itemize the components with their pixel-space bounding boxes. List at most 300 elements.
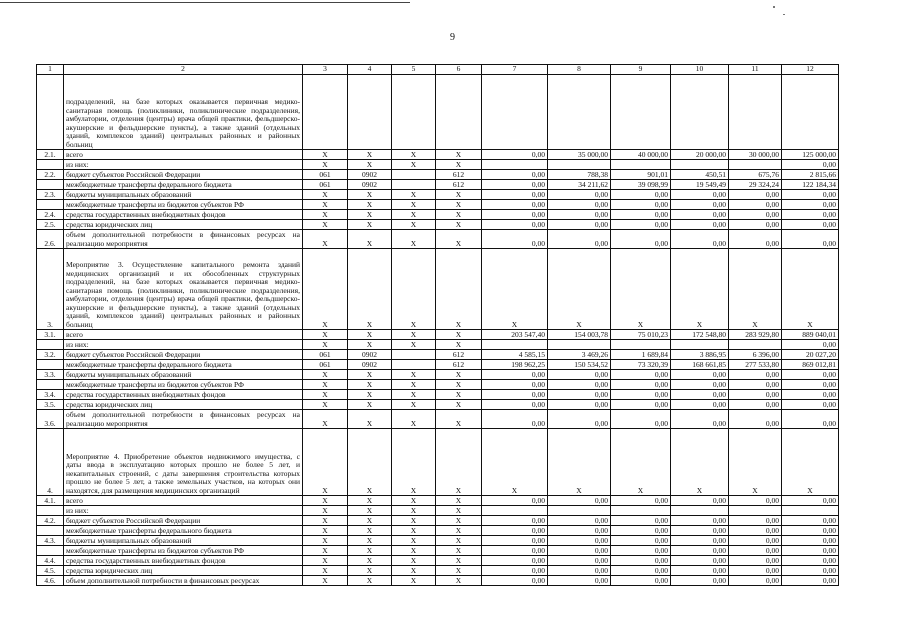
row-description: межбюджетные трансферты федерального бюджета bbox=[64, 180, 303, 190]
column-header: 6 bbox=[436, 65, 482, 75]
cell-col-4: X bbox=[348, 390, 392, 400]
cell-col-10: 0,00 bbox=[671, 190, 729, 200]
cell-col-6: X bbox=[436, 230, 482, 249]
cell-col-8: 0,00 bbox=[548, 536, 611, 546]
cell-col-3: X bbox=[303, 506, 348, 516]
cell-col-5 bbox=[392, 75, 436, 150]
row-number: 3.6. bbox=[37, 410, 64, 429]
table-row bbox=[37, 410, 839, 429]
row-description: межбюджетные трансферты федерального бюджета bbox=[64, 526, 303, 536]
cell-col-8: 0,00 bbox=[548, 210, 611, 220]
row-number bbox=[37, 160, 64, 170]
cell-col-3: X bbox=[303, 556, 348, 566]
cell-col-6: X bbox=[436, 566, 482, 576]
cell-col-5 bbox=[392, 350, 436, 360]
cell-col-4: X bbox=[348, 576, 392, 586]
table-row bbox=[37, 546, 839, 556]
table-row bbox=[37, 506, 839, 516]
cell-col-6: X bbox=[436, 410, 482, 429]
cell-col-10: 0,00 bbox=[671, 566, 729, 576]
cell-col-11: 0,00 bbox=[729, 200, 782, 210]
cell-col-7: 0,00 bbox=[482, 230, 548, 249]
cell-col-3: X bbox=[303, 429, 348, 496]
row-description: средства юридических лиц bbox=[64, 400, 303, 410]
cell-col-3: X bbox=[303, 576, 348, 586]
cell-col-7: 0,00 bbox=[482, 526, 548, 536]
table-row bbox=[37, 400, 839, 410]
cell-col-4 bbox=[348, 75, 392, 150]
cell-col-4: X bbox=[348, 400, 392, 410]
row-number bbox=[37, 360, 64, 370]
cell-col-6: X bbox=[436, 190, 482, 200]
cell-col-12: 0,00 bbox=[782, 400, 839, 410]
cell-col-11 bbox=[729, 506, 782, 516]
table-row bbox=[37, 370, 839, 380]
cell-col-3: X bbox=[303, 496, 348, 506]
cell-col-5: X bbox=[392, 429, 436, 496]
cell-col-12 bbox=[782, 506, 839, 516]
cell-col-3: X bbox=[303, 400, 348, 410]
cell-col-9: 0,00 bbox=[611, 220, 671, 230]
cell-col-10: 0,00 bbox=[671, 546, 729, 556]
cell-col-9 bbox=[611, 160, 671, 170]
scan-speck bbox=[773, 6, 775, 8]
table-row bbox=[37, 200, 839, 210]
cell-col-9: 0,00 bbox=[611, 380, 671, 390]
table-row bbox=[37, 230, 839, 249]
column-header: 4 bbox=[348, 65, 392, 75]
cell-col-4: X bbox=[348, 340, 392, 350]
cell-col-7: 4 585,15 bbox=[482, 350, 548, 360]
cell-col-9: 0,00 bbox=[611, 390, 671, 400]
cell-col-4: X bbox=[348, 210, 392, 220]
cell-col-3: X bbox=[303, 536, 348, 546]
table-row bbox=[37, 160, 839, 170]
cell-col-10: 19 549,49 bbox=[671, 180, 729, 190]
cell-col-7: X bbox=[482, 249, 548, 330]
row-description: объем дополнительной потребности в финансовых ресурсах на реализацию мероприятия bbox=[64, 410, 303, 429]
row-number: 4. bbox=[37, 429, 64, 496]
cell-col-10: 0,00 bbox=[671, 516, 729, 526]
column-header: 1 bbox=[37, 65, 64, 75]
cell-col-10: 3 886,95 bbox=[671, 350, 729, 360]
cell-col-3: X bbox=[303, 380, 348, 390]
cell-col-7: 0,00 bbox=[482, 380, 548, 390]
cell-col-11: 0,00 bbox=[729, 556, 782, 566]
cell-col-8: 0,00 bbox=[548, 230, 611, 249]
cell-col-9: 0,00 bbox=[611, 200, 671, 210]
row-description: средства государственных внебюджетных фондов bbox=[64, 210, 303, 220]
cell-col-12: 0,00 bbox=[782, 576, 839, 586]
cell-col-4: X bbox=[348, 370, 392, 380]
row-description: всего bbox=[64, 150, 303, 160]
cell-col-11: 0,00 bbox=[729, 536, 782, 546]
table-row bbox=[37, 360, 839, 370]
cell-col-12: 0,00 bbox=[782, 200, 839, 210]
cell-col-5: X bbox=[392, 330, 436, 340]
cell-col-3: 061 bbox=[303, 170, 348, 180]
table-row bbox=[37, 190, 839, 200]
cell-col-8: 0,00 bbox=[548, 576, 611, 586]
row-description: межбюджетные трансферты из бюджетов субъектов РФ bbox=[64, 546, 303, 556]
cell-col-7: 0,00 bbox=[482, 370, 548, 380]
cell-col-10: X bbox=[671, 249, 729, 330]
cell-col-3: X bbox=[303, 370, 348, 380]
cell-col-5 bbox=[392, 360, 436, 370]
cell-col-4: X bbox=[348, 566, 392, 576]
cell-col-11: 0,00 bbox=[729, 400, 782, 410]
cell-col-5: X bbox=[392, 370, 436, 380]
cell-col-7 bbox=[482, 506, 548, 516]
column-header: 10 bbox=[671, 65, 729, 75]
cell-col-3: X bbox=[303, 390, 348, 400]
row-number bbox=[37, 340, 64, 350]
cell-col-9: X bbox=[611, 249, 671, 330]
table-row bbox=[37, 150, 839, 160]
row-number: 3.1. bbox=[37, 330, 64, 340]
cell-col-9: 901,01 bbox=[611, 170, 671, 180]
row-number: 3.5. bbox=[37, 400, 64, 410]
row-description: объем дополнительной потребности в финансовых ресурсах на реализацию мероприятия bbox=[64, 230, 303, 249]
table-row bbox=[37, 170, 839, 180]
cell-col-10: 0,00 bbox=[671, 400, 729, 410]
cell-col-8: 0,00 bbox=[548, 380, 611, 390]
cell-col-7: 0,00 bbox=[482, 496, 548, 506]
cell-col-3: X bbox=[303, 249, 348, 330]
cell-col-7: 0,00 bbox=[482, 150, 548, 160]
cell-col-3: X bbox=[303, 566, 348, 576]
cell-col-10: 0,00 bbox=[671, 390, 729, 400]
cell-col-12: 0,00 bbox=[782, 526, 839, 536]
cell-col-3: X bbox=[303, 516, 348, 526]
cell-col-9: 0,00 bbox=[611, 210, 671, 220]
row-number: 4.1. bbox=[37, 496, 64, 506]
row-number bbox=[37, 526, 64, 536]
row-description: Мероприятие 4. Приобретение объектов недвижимого имущества, с даты ввода в эксплуатацию которых прошло не более 5 лет, и некапитальных строений, с даты завершения строительства которых прошло не более 5 лет, а также земельных участков, на которых они находятся, для размещения медицинских организаций bbox=[64, 429, 303, 496]
cell-col-7: 0,00 bbox=[482, 170, 548, 180]
cell-col-3: X bbox=[303, 210, 348, 220]
cell-col-4: X bbox=[348, 556, 392, 566]
table-row bbox=[37, 249, 839, 330]
row-description: средства юридических лиц bbox=[64, 220, 303, 230]
cell-col-5: X bbox=[392, 230, 436, 249]
cell-col-3: X bbox=[303, 526, 348, 536]
row-number bbox=[37, 200, 64, 210]
row-number bbox=[37, 75, 64, 150]
row-description: объем дополнительной потребности в финансовых ресурсах bbox=[64, 576, 303, 586]
cell-col-8 bbox=[548, 340, 611, 350]
cell-col-3: X bbox=[303, 190, 348, 200]
row-number: 3.2. bbox=[37, 350, 64, 360]
column-header: 11 bbox=[729, 65, 782, 75]
cell-col-5: X bbox=[392, 400, 436, 410]
cell-col-10: 0,00 bbox=[671, 200, 729, 210]
cell-col-11: 0,00 bbox=[729, 380, 782, 390]
cell-col-4: 0902 bbox=[348, 360, 392, 370]
row-number bbox=[37, 180, 64, 190]
cell-col-11: 0,00 bbox=[729, 390, 782, 400]
row-description: из них: bbox=[64, 506, 303, 516]
cell-col-4: X bbox=[348, 506, 392, 516]
cell-col-4: X bbox=[348, 496, 392, 506]
row-description: бюджеты муниципальных образований bbox=[64, 536, 303, 546]
cell-col-6: X bbox=[436, 516, 482, 526]
cell-col-3: 061 bbox=[303, 350, 348, 360]
cell-col-11: 0,00 bbox=[729, 220, 782, 230]
cell-col-4: X bbox=[348, 516, 392, 526]
cell-col-7: 0,00 bbox=[482, 220, 548, 230]
cell-col-11 bbox=[729, 160, 782, 170]
cell-col-9: X bbox=[611, 429, 671, 496]
cell-col-11: 0,00 bbox=[729, 210, 782, 220]
cell-col-10: 450,51 bbox=[671, 170, 729, 180]
cell-col-4: X bbox=[348, 230, 392, 249]
cell-col-7: 0,00 bbox=[482, 410, 548, 429]
cell-col-8: 0,00 bbox=[548, 390, 611, 400]
cell-col-9: 0,00 bbox=[611, 230, 671, 249]
row-description: бюджет субъектов Российской Федерации bbox=[64, 350, 303, 360]
cell-col-12: 0,00 bbox=[782, 390, 839, 400]
cell-col-12: 0,00 bbox=[782, 380, 839, 390]
cell-col-6: X bbox=[436, 370, 482, 380]
cell-col-6: X bbox=[436, 210, 482, 220]
cell-col-3 bbox=[303, 75, 348, 150]
row-number: 2.4. bbox=[37, 210, 64, 220]
row-description: из них: bbox=[64, 340, 303, 350]
cell-col-7: 0,00 bbox=[482, 390, 548, 400]
cell-col-10: 0,00 bbox=[671, 210, 729, 220]
cell-col-10: 0,00 bbox=[671, 576, 729, 586]
cell-col-3: X bbox=[303, 230, 348, 249]
cell-col-8: 0,00 bbox=[548, 556, 611, 566]
cell-col-7: 203 547,40 bbox=[482, 330, 548, 340]
cell-col-10 bbox=[671, 160, 729, 170]
cell-col-4: X bbox=[348, 546, 392, 556]
cell-col-5: X bbox=[392, 506, 436, 516]
cell-col-6: X bbox=[436, 150, 482, 160]
table-body bbox=[37, 65, 839, 586]
cell-col-6: X bbox=[436, 390, 482, 400]
cell-col-7: 0,00 bbox=[482, 210, 548, 220]
cell-col-11: 0,00 bbox=[729, 190, 782, 200]
cell-col-12: 0,00 bbox=[782, 496, 839, 506]
cell-col-7: 198 962,25 bbox=[482, 360, 548, 370]
row-number: 4.4. bbox=[37, 556, 64, 566]
cell-col-9: 0,00 bbox=[611, 410, 671, 429]
cell-col-5: X bbox=[392, 160, 436, 170]
row-number bbox=[37, 506, 64, 516]
cell-col-10: 172 548,80 bbox=[671, 330, 729, 340]
cell-col-8 bbox=[548, 160, 611, 170]
cell-col-6 bbox=[436, 75, 482, 150]
cell-col-9: 0,00 bbox=[611, 516, 671, 526]
row-description: подразделений, на базе которых оказывается первичная медико-санитарная помощь (поликлиники, поликлинические подразделения, амбулатории, отделения (центры) врача общей практики, фельдшерско-акушерские и фельдшерские пункты), а также зданий (отдельных зданий, комплексов зданий) центральных районных и районных больниц bbox=[64, 75, 303, 150]
row-description: межбюджетные трансферты федерального бюджета bbox=[64, 360, 303, 370]
cell-col-11: 0,00 bbox=[729, 370, 782, 380]
scan-speck bbox=[783, 14, 785, 15]
cell-col-12: 0,00 bbox=[782, 556, 839, 566]
cell-col-11: 0,00 bbox=[729, 566, 782, 576]
cell-col-9: 1 689,84 bbox=[611, 350, 671, 360]
column-header: 5 bbox=[392, 65, 436, 75]
cell-col-9: 40 000,00 bbox=[611, 150, 671, 160]
cell-col-6: X bbox=[436, 506, 482, 516]
cell-col-12: 125 000,00 bbox=[782, 150, 839, 160]
cell-col-12: 0,00 bbox=[782, 370, 839, 380]
cell-col-6: X bbox=[436, 536, 482, 546]
cell-col-12: 0,00 bbox=[782, 210, 839, 220]
cell-col-8: 0,00 bbox=[548, 496, 611, 506]
cell-col-6: X bbox=[436, 546, 482, 556]
cell-col-9: 0,00 bbox=[611, 566, 671, 576]
cell-col-7: X bbox=[482, 429, 548, 496]
row-description: бюджеты муниципальных образований bbox=[64, 370, 303, 380]
cell-col-11: 0,00 bbox=[729, 496, 782, 506]
cell-col-9: 75 010,23 bbox=[611, 330, 671, 340]
cell-col-11: 30 000,00 bbox=[729, 150, 782, 160]
cell-col-10: 0,00 bbox=[671, 230, 729, 249]
cell-col-3: X bbox=[303, 330, 348, 340]
table-row bbox=[37, 210, 839, 220]
cell-col-10: 0,00 bbox=[671, 556, 729, 566]
cell-col-12: 889 040,01 bbox=[782, 330, 839, 340]
cell-col-9 bbox=[611, 75, 671, 150]
cell-col-4: X bbox=[348, 249, 392, 330]
column-header: 3 bbox=[303, 65, 348, 75]
row-number: 4.5. bbox=[37, 566, 64, 576]
row-number: 2.6. bbox=[37, 230, 64, 249]
cell-col-4: X bbox=[348, 410, 392, 429]
cell-col-9: 0,00 bbox=[611, 546, 671, 556]
cell-col-9: 0,00 bbox=[611, 370, 671, 380]
cell-col-6: X bbox=[436, 496, 482, 506]
cell-col-8 bbox=[548, 75, 611, 150]
cell-col-12: 0,00 bbox=[782, 220, 839, 230]
cell-col-12: 20 027,20 bbox=[782, 350, 839, 360]
cell-col-11: X bbox=[729, 429, 782, 496]
row-description: всего bbox=[64, 330, 303, 340]
cell-col-11: 283 929,80 bbox=[729, 330, 782, 340]
cell-col-9: 0,00 bbox=[611, 190, 671, 200]
row-number: 4.3. bbox=[37, 536, 64, 546]
cell-col-5: X bbox=[392, 150, 436, 160]
cell-col-10: 0,00 bbox=[671, 526, 729, 536]
cell-col-10: 20 000,00 bbox=[671, 150, 729, 160]
cell-col-5: X bbox=[392, 576, 436, 586]
page-number: 9 bbox=[450, 32, 455, 43]
cell-col-12: X bbox=[782, 249, 839, 330]
row-description: межбюджетные трансферты из бюджетов субъектов РФ bbox=[64, 200, 303, 210]
table-row bbox=[37, 516, 839, 526]
cell-col-7: 0,00 bbox=[482, 190, 548, 200]
cell-col-8: 0,00 bbox=[548, 220, 611, 230]
cell-col-9: 73 320,39 bbox=[611, 360, 671, 370]
cell-col-10: 0,00 bbox=[671, 380, 729, 390]
cell-col-6: X bbox=[436, 160, 482, 170]
row-number bbox=[37, 380, 64, 390]
cell-col-3: 061 bbox=[303, 360, 348, 370]
cell-col-9 bbox=[611, 506, 671, 516]
cell-col-7 bbox=[482, 75, 548, 150]
cell-col-12: 0,00 bbox=[782, 230, 839, 249]
cell-col-7: 0,00 bbox=[482, 180, 548, 190]
cell-col-7: 0,00 bbox=[482, 546, 548, 556]
row-description: Мероприятие 3. Осуществление капитального ремонта зданий медицинских организаций и их обособленных структурных подразделений, на базе которых оказывается первичная медико-санитарная помощь (поликлиники, поликлинические подразделения, амбулатории, отделения (центры) врача общей практики, фельдшерско-акушерские и фельдшерские пункты), а также зданий (отдельных зданий, комплексов зданий) центральных районных и районных больниц bbox=[64, 249, 303, 330]
cell-col-9: 0,00 bbox=[611, 576, 671, 586]
cell-col-3: X bbox=[303, 410, 348, 429]
row-number: 3. bbox=[37, 249, 64, 330]
column-header: 7 bbox=[482, 65, 548, 75]
row-description: межбюджетные трансферты из бюджетов субъектов РФ bbox=[64, 380, 303, 390]
cell-col-9 bbox=[611, 340, 671, 350]
table-row bbox=[37, 380, 839, 390]
cell-col-5: X bbox=[392, 516, 436, 526]
row-number: 2.1. bbox=[37, 150, 64, 160]
cell-col-5: X bbox=[392, 390, 436, 400]
cell-col-3: X bbox=[303, 200, 348, 210]
cell-col-12: 0,00 bbox=[782, 340, 839, 350]
row-number: 2.5. bbox=[37, 220, 64, 230]
cell-col-6: X bbox=[436, 576, 482, 586]
cell-col-8: 0,00 bbox=[548, 190, 611, 200]
cell-col-7 bbox=[482, 160, 548, 170]
cell-col-6: X bbox=[436, 400, 482, 410]
table-row bbox=[37, 429, 839, 496]
column-header: 2 bbox=[64, 65, 303, 75]
cell-col-8: 154 003,78 bbox=[548, 330, 611, 340]
cell-col-8: 0,00 bbox=[548, 370, 611, 380]
cell-col-5: X bbox=[392, 410, 436, 429]
cell-col-4: X bbox=[348, 330, 392, 340]
cell-col-6: X bbox=[436, 200, 482, 210]
cell-col-8: 788,38 bbox=[548, 170, 611, 180]
column-header: 8 bbox=[548, 65, 611, 75]
column-header: 9 bbox=[611, 65, 671, 75]
cell-col-7: 0,00 bbox=[482, 536, 548, 546]
cell-col-3: X bbox=[303, 340, 348, 350]
cell-col-7: 0,00 bbox=[482, 400, 548, 410]
cell-col-8 bbox=[548, 506, 611, 516]
cell-col-11: 277 533,80 bbox=[729, 360, 782, 370]
cell-col-6: X bbox=[436, 380, 482, 390]
cell-col-5: X bbox=[392, 190, 436, 200]
cell-col-7: 0,00 bbox=[482, 556, 548, 566]
table-row bbox=[37, 75, 839, 150]
cell-col-11: 675,76 bbox=[729, 170, 782, 180]
cell-col-5: X bbox=[392, 380, 436, 390]
row-number: 4.2. bbox=[37, 516, 64, 526]
table-row bbox=[37, 330, 839, 340]
cell-col-8: 34 211,62 bbox=[548, 180, 611, 190]
row-number: 3.3. bbox=[37, 370, 64, 380]
cell-col-5: X bbox=[392, 566, 436, 576]
cell-col-8: X bbox=[548, 249, 611, 330]
row-number: 2.2. bbox=[37, 170, 64, 180]
cell-col-12: 0,00 bbox=[782, 160, 839, 170]
cell-col-4: 0902 bbox=[348, 180, 392, 190]
cell-col-12: 122 184,34 bbox=[782, 180, 839, 190]
cell-col-3: X bbox=[303, 220, 348, 230]
top-scan-line bbox=[0, 2, 410, 3]
cell-col-3: X bbox=[303, 546, 348, 556]
cell-col-5: X bbox=[392, 496, 436, 506]
cell-col-11 bbox=[729, 340, 782, 350]
cell-col-6: 612 bbox=[436, 360, 482, 370]
row-description: средства юридических лиц bbox=[64, 566, 303, 576]
cell-col-11: X bbox=[729, 249, 782, 330]
table-row bbox=[37, 220, 839, 230]
cell-col-12: 0,00 bbox=[782, 536, 839, 546]
